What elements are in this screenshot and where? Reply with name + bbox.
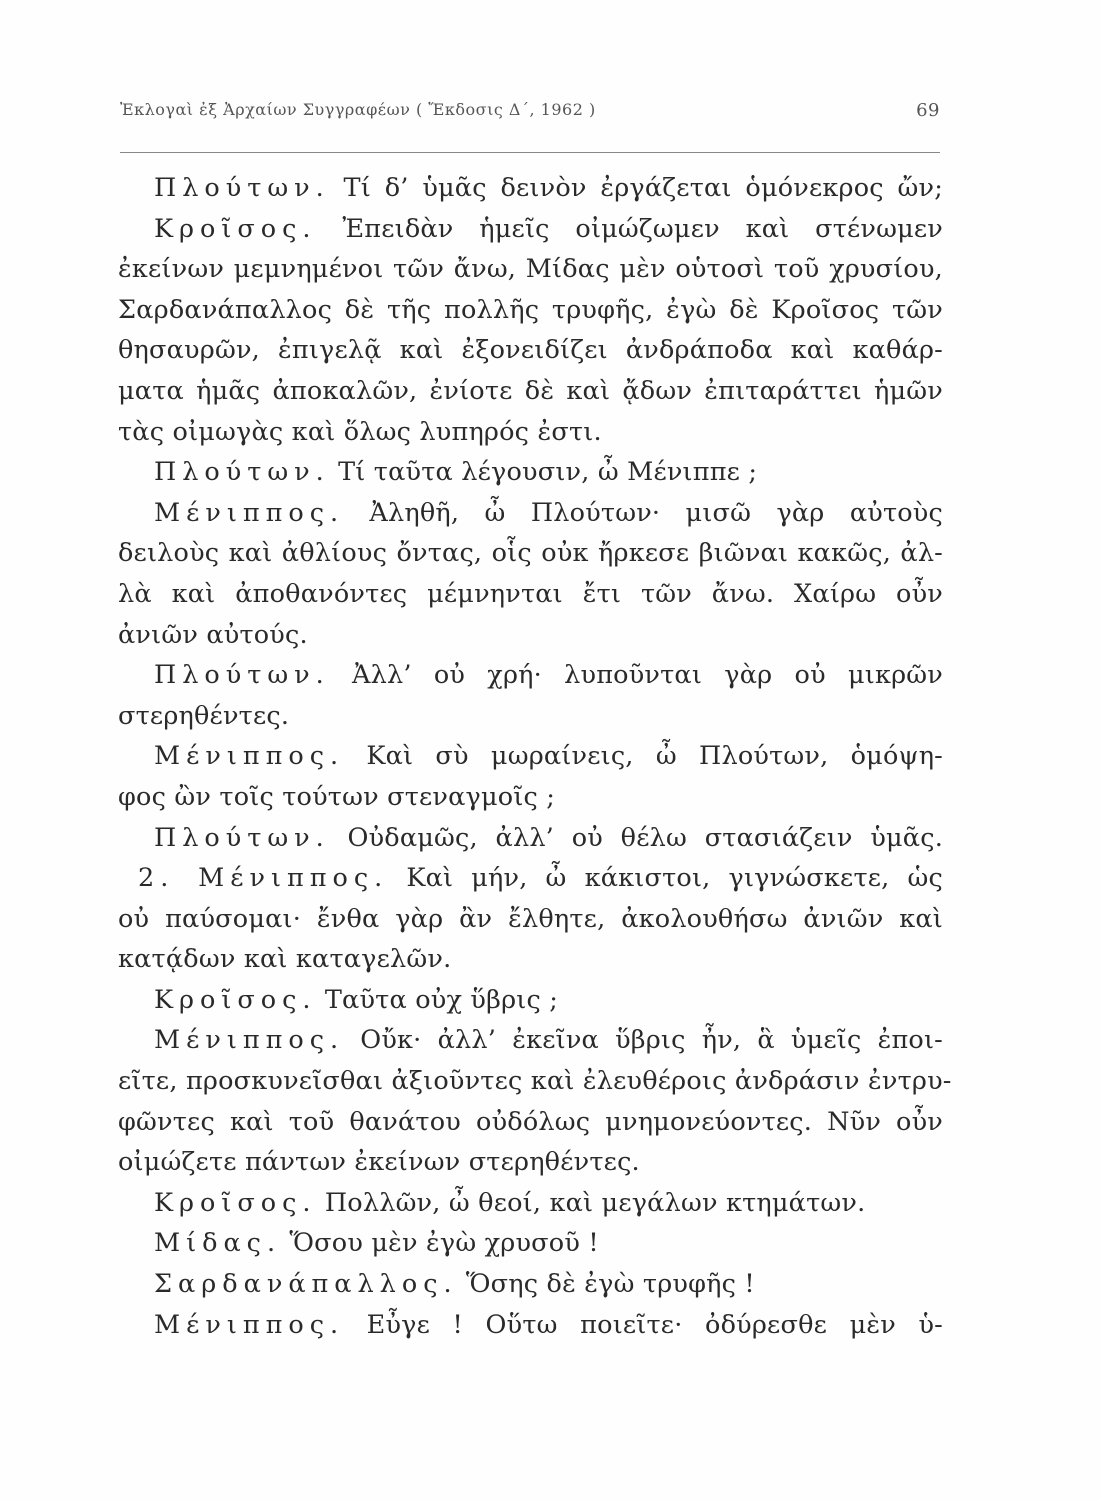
- text-line: [118, 330, 943, 371]
- text-line: [118, 1102, 943, 1143]
- speaker-name: 2. Μένιππος.: [138, 863, 389, 894]
- text-line: [118, 1223, 943, 1264]
- text-line: [118, 1061, 952, 1102]
- line-text: Ἀληθῆ, ὦ Πλούτων· μισῶ γὰρ αὐτοὺς: [344, 497, 943, 528]
- text-line: [118, 209, 943, 250]
- line-text: δειλοὺς καὶ ἀθλίους ὄντας, οἷς οὐκ ἤρκεσε βιῶναι κακῶς, ἀλ-: [118, 538, 943, 569]
- line-text: Ὅσης δὲ ἐγὼ τρυφῆς !: [457, 1269, 755, 1300]
- text-line: [118, 858, 943, 899]
- line-text: φῶντες καὶ τοῦ θανάτου οὐδόλως μνημονεύοντες. Νῦν οὖν: [118, 1106, 943, 1137]
- speaker-name: Μένιππος.: [154, 1309, 345, 1340]
- line-text: ἀνιῶν αὐτούς.: [118, 619, 308, 650]
- text-line: [118, 412, 943, 453]
- text-line: [118, 1264, 943, 1305]
- text-line: [118, 1305, 943, 1346]
- running-header: [120, 92, 940, 126]
- speaker-name: Σαρδανάπαλλος.: [154, 1269, 458, 1300]
- line-text: οἰμώζετε πάντων ἐκείνων στερηθέντες.: [118, 1147, 640, 1178]
- speaker-name: Πλούτων.: [154, 822, 330, 853]
- line-text: στερηθέντες.: [118, 700, 290, 731]
- line-text: Ταῦτα οὐχ ὕβρις ;: [316, 984, 559, 1015]
- page-number: 69: [916, 100, 940, 121]
- line-text: εῖτε, προσκυνεῖσθαι ἀξιοῦντες καὶ ἐλευθέροις ἀνδράσιν ἐντρυ-: [118, 1066, 952, 1097]
- line-text: κατᾴδων καὶ καταγελῶν.: [118, 944, 452, 975]
- line-text: Οὐδαμῶς, ἀλλ’ οὐ θέλω στασιάζειν ὑμᾶς.: [329, 822, 943, 853]
- text-line: [118, 452, 943, 493]
- speaker-name: Πλούτων.: [154, 457, 330, 488]
- text-line: [118, 1183, 943, 1224]
- text-line: [118, 493, 943, 534]
- text-line: [118, 980, 943, 1021]
- text-line: [118, 615, 943, 656]
- speaker-name: Κροῖσος.: [154, 1187, 317, 1218]
- speaker-name: Κροῖσος.: [154, 984, 317, 1015]
- line-text: Τί ταῦτα λέγουσιν, ὦ Μένιππε ;: [329, 457, 758, 488]
- text-line: [118, 655, 943, 696]
- line-text: φος ὢν τοῖς τούτων στεναγμοῖς ;: [118, 781, 556, 812]
- line-text: Οὔκ· ἀλλ’ ἐκεῖνα ὕβρις ἦν, ἃ ὑμεῖς ἐποι-: [344, 1025, 943, 1056]
- text-line: [118, 1020, 943, 1061]
- speaker-name: Μένιππος.: [154, 497, 345, 528]
- line-text: Καὶ σὺ μωραίνεις, ὦ Πλούτων, ὁμόψη-: [344, 741, 943, 772]
- text-line: [118, 696, 943, 737]
- text-line: [118, 168, 943, 209]
- text-line: [118, 1142, 943, 1183]
- text-line: [118, 939, 943, 980]
- line-text: Ἀλλ’ οὐ χρή· λυποῦνται γὰρ οὐ μικρῶν: [329, 660, 943, 691]
- text-line: [118, 818, 943, 859]
- text-line: [118, 777, 943, 818]
- text-line: [118, 899, 943, 940]
- text-line: [118, 736, 943, 777]
- line-text: Καὶ μήν, ὦ κάκιστοι, γιγνώσκετε, ὡς: [388, 863, 943, 894]
- text-line: [118, 290, 943, 331]
- speaker-name: Κροῖσος.: [154, 213, 317, 244]
- line-text: Πολλῶν, ὦ θεοί, καὶ μεγάλων κτημάτων.: [316, 1187, 866, 1218]
- line-text: λὰ καὶ ἀποθανόντες μέμνηνται ἔτι τῶν ἄνω. Χαίρω οὖν: [118, 578, 943, 609]
- line-text: Ἐπειδὰν ἡμεῖς οἰμώζωμεν καὶ στένωμεν: [316, 213, 943, 244]
- line-text: ἐκείνων μεμνημένοι τῶν ἄνω, Μίδας μὲν οὑτοσὶ τοῦ χρυσίου,: [118, 254, 943, 285]
- body-text: [118, 168, 952, 1345]
- text-line: [118, 533, 943, 574]
- running-title: Ἐκλογαὶ ἐξ Ἀρχαίων Συγγραφέων ( Ἔκδοσις Δ΄, 1962 ): [120, 100, 596, 119]
- text-line: [118, 574, 943, 615]
- line-text: Ὅσου μὲν ἐγὼ χρυσοῦ !: [281, 1228, 599, 1259]
- line-text: θησαυρῶν, ἐπιγελᾷ καὶ ἐξονειδίζει ἀνδράποδα καὶ καθάρ-: [118, 335, 943, 366]
- line-text: οὐ παύσομαι· ἔνθα γὰρ ἂν ἔλθητε, ἀκολουθήσω ἀνιῶν καὶ: [118, 903, 943, 934]
- line-text: ματα ἡμᾶς ἀποκαλῶν, ἐνίοτε δὲ καὶ ᾄδων ἐπιταράττει ἡμῶν: [118, 375, 943, 406]
- line-text: Τί δ’ ὑμᾶς δεινὸν ἐργάζεται ὁμόνεκρος ὤν;: [329, 173, 943, 203]
- text-line: [118, 371, 943, 412]
- line-text: τὰς οἰμωγὰς καὶ ὅλως λυπηρός ἐστι.: [118, 416, 602, 447]
- line-text: Σαρδανάπαλλος δὲ τῆς πολλῆς τρυφῆς, ἐγὼ δὲ Κροῖσος τῶν: [118, 294, 943, 325]
- text-line: [118, 249, 943, 290]
- speaker-name: Μένιππος.: [154, 741, 345, 772]
- line-text: Εὖγε ! Οὕτω ποιεῖτε· ὀδύρεσθε μὲν ὑ-: [344, 1309, 943, 1340]
- header-rule: [120, 152, 940, 153]
- speaker-name: Μίδας.: [154, 1228, 282, 1259]
- speaker-name: Μένιππος.: [154, 1025, 345, 1056]
- speaker-name: Πλούτων.: [154, 173, 330, 203]
- speaker-name: Πλούτων.: [154, 660, 330, 691]
